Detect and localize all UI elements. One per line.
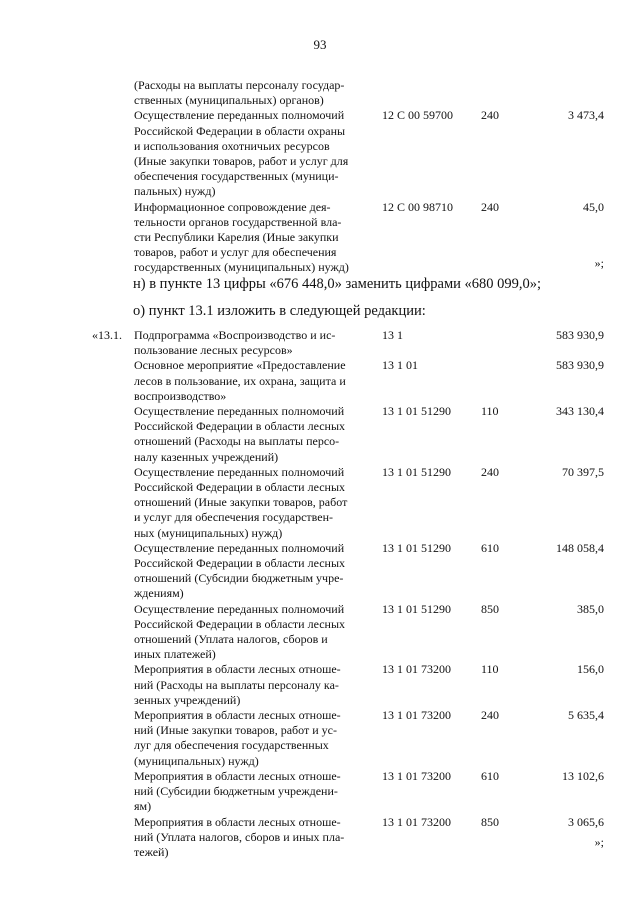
table-row (0, 358, 640, 404)
row-amount: 13 102,6 (562, 768, 604, 783)
table-row (0, 328, 640, 358)
row-amount: 3 065,6 (568, 814, 604, 829)
row-amount: 343 130,4 (556, 404, 604, 419)
row-code: 13 1 01 51290 (382, 540, 451, 555)
row-expense-type: 610 (481, 540, 499, 555)
row-code: 13 1 01 51290 (382, 601, 451, 616)
row-amount: 583 930,9 (556, 328, 604, 342)
instruction-o: о) пункт 13.1 изложить в следующей редакции: (133, 303, 426, 319)
row-code: 13 1 01 73200 (382, 662, 451, 677)
table-row (0, 78, 640, 108)
table-row (0, 404, 640, 465)
row-code: 13 1 01 (382, 358, 418, 373)
table-row (0, 602, 640, 663)
row-amount: 5 635,4 (568, 708, 604, 723)
row-code: 13 1 01 73200 (382, 708, 451, 723)
row-amount: 45,0 (583, 199, 604, 214)
closing-quote: »; (594, 835, 604, 849)
row-amount: 148 058,4 (556, 540, 604, 555)
row-code: 13 1 01 73200 (382, 768, 451, 783)
item-number: «13.1. (92, 328, 122, 342)
row-name: Подпрограмма «Воспроизводство и ис- пользование лесных ресурсов» (134, 328, 336, 358)
row-amount: 156,0 (577, 662, 604, 677)
instruction-n: н) в пункте 13 цифры «676 448,0» заменить цифрами «680 099,0»; (133, 276, 542, 292)
table-row (0, 708, 640, 769)
table-row (0, 769, 640, 815)
row-expense-type: 240 (481, 464, 499, 479)
row-name: Мероприятия в области лесных отноше- ний (Расходы на выплаты персоналу ка- зенных учреждений) (134, 662, 341, 707)
row-expense-type: 110 (481, 662, 499, 677)
row-code: 13 1 (382, 328, 403, 342)
row-name: Информационное сопровождение дея- тельности органов государственной вла- сти Республики Карелия (Иные закупки товаров, работ и услуг для обеспечения государственных (муниципальных) нужд) (134, 199, 349, 275)
row-amount: 385,0 (577, 601, 604, 616)
row-name: Осуществление переданных полномочий Российской Федерации в области охраны и использования охотничьих ресурсов (Иные закупки товаров, работ и услуг для обеспечения государственных (муници- пальных) нужд) (134, 108, 349, 199)
table-row (0, 200, 640, 276)
budget-table-continuation (0, 78, 640, 276)
row-amount: 583 930,9 (556, 358, 604, 373)
closing-quote: »; (594, 256, 604, 270)
row-name: Осуществление переданных полномочий Российской Федерации в области лесных отношений (Расходы на выплаты персо- налу казенных учреждений) (134, 404, 346, 464)
table-row (0, 662, 640, 708)
row-name: Осуществление переданных полномочий Российской Федерации в области лесных отношений (Иные закупки товаров, работ и услуг для обеспечения государствен- ных (муниципальных) нужд) (134, 464, 348, 540)
row-expense-type: 110 (481, 404, 499, 419)
row-name: Осуществление переданных полномочий Российской Федерации в области лесных отношений (Уплата налогов, сборов и иных платежей) (134, 601, 346, 662)
row-code: 13 1 01 51290 (382, 464, 451, 479)
row-code: 13 1 01 51290 (382, 404, 451, 419)
row-expense-type: 850 (481, 814, 499, 829)
row-expense-type: 240 (481, 108, 499, 123)
row-name: Основное мероприятие «Предоставление лесов в пользование, их охрана, защита и воспроизводство» (134, 358, 346, 403)
page-number: 93 (313, 37, 327, 52)
row-expense-type: 240 (481, 708, 499, 723)
row-name: Мероприятия в области лесных отноше- ний (Уплата налогов, сборов и иных пла- тежей) (134, 814, 345, 859)
table-row (0, 465, 640, 541)
row-amount: 70 397,5 (562, 464, 604, 479)
row-name: (Расходы на выплаты персоналу государ- ственных (муниципальных) органов) (134, 78, 345, 108)
row-name: Осуществление переданных полномочий Российской Федерации в области лесных отношений (Субсидии бюджетным учре- ждениям) (134, 540, 346, 601)
row-name: Мероприятия в области лесных отноше- ний (Субсидии бюджетным учреждени- ям) (134, 768, 341, 814)
table-row (0, 108, 640, 199)
row-code: 12 С 00 59700 (382, 108, 454, 123)
row-code: 13 1 01 73200 (382, 814, 451, 829)
budget-table-13-1 (0, 328, 640, 860)
row-expense-type: 240 (481, 199, 499, 214)
table-row (0, 541, 640, 602)
row-expense-type: 850 (481, 601, 499, 616)
table-row (0, 815, 640, 861)
row-name: Мероприятия в области лесных отноше- ний (Иные закупки товаров, работ и ус- луг для обеспечения государственных (муниципальных) нужд) (134, 708, 341, 768)
row-expense-type: 610 (481, 768, 499, 783)
row-code: 12 С 00 98710 (382, 199, 454, 214)
row-amount: 3 473,4 (568, 108, 604, 123)
